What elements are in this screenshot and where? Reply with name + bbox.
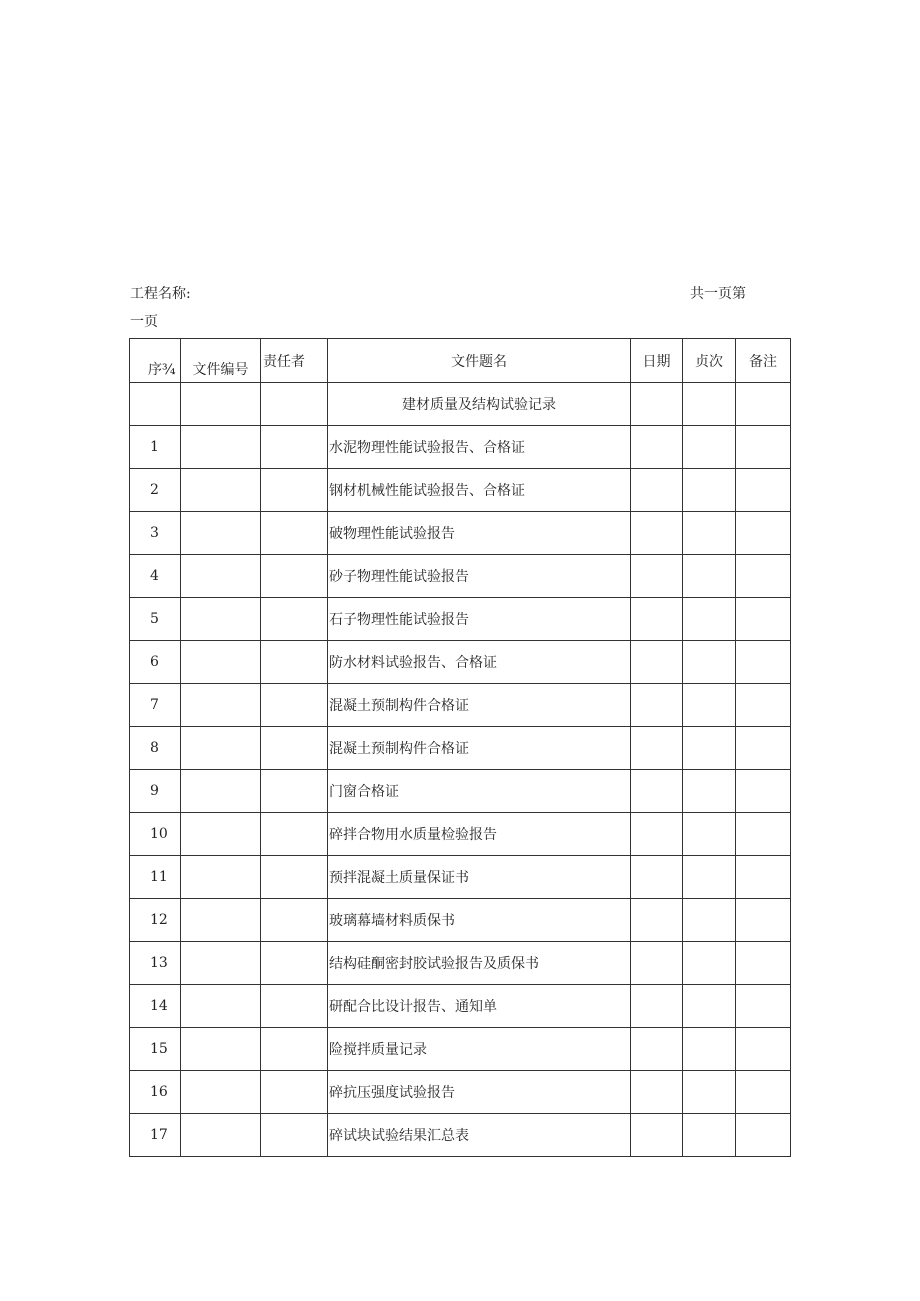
row-remarks [736, 856, 791, 899]
row-remarks [736, 512, 791, 555]
row-remarks [736, 727, 791, 770]
row-person [261, 813, 328, 856]
row-remarks [736, 985, 791, 1028]
column-header-date: 日期 [631, 339, 683, 383]
row-person [261, 942, 328, 985]
row-seq: 15 [130, 1028, 181, 1071]
table-row [130, 598, 791, 641]
row-person [261, 426, 328, 469]
row-person [261, 684, 328, 727]
table-row [130, 1071, 791, 1114]
table-row [130, 512, 791, 555]
row-date [631, 641, 683, 684]
row-code [181, 1114, 261, 1157]
row-remarks [736, 1071, 791, 1114]
row-person [261, 469, 328, 512]
page-count-label: 共一页第 [690, 286, 746, 302]
section-row [130, 383, 791, 426]
row-seq: 8 [130, 727, 181, 770]
table-row [130, 942, 791, 985]
row-title: 破物理性能试验报告 [328, 512, 631, 555]
row-title: 防水材料试验报告、合格证 [328, 641, 631, 684]
row-pages [683, 813, 736, 856]
table-row [130, 684, 791, 727]
row-person [261, 899, 328, 942]
table-row [130, 770, 791, 813]
table-cell [683, 383, 736, 426]
row-date [631, 598, 683, 641]
row-remarks [736, 1114, 791, 1157]
row-date [631, 770, 683, 813]
row-remarks [736, 684, 791, 727]
row-code [181, 813, 261, 856]
row-seq: 1 [130, 426, 181, 469]
row-code [181, 469, 261, 512]
row-pages [683, 512, 736, 555]
row-seq: 11 [130, 856, 181, 899]
row-date [631, 813, 683, 856]
row-title: 砂子物理性能试验报告 [328, 555, 631, 598]
row-title: 结构硅酮密封胶试验报告及质保书 [328, 942, 631, 985]
row-date [631, 727, 683, 770]
table-row [130, 985, 791, 1028]
row-title: 预拌混凝土质量保证书 [328, 856, 631, 899]
row-title: 石子物理性能试验报告 [328, 598, 631, 641]
row-person [261, 512, 328, 555]
section-title: 建材质量及结构试验记录 [328, 383, 631, 426]
row-code [181, 856, 261, 899]
row-title: 碎拌合物用水质量检验报告 [328, 813, 631, 856]
row-person [261, 1114, 328, 1157]
row-remarks [736, 641, 791, 684]
row-date [631, 1114, 683, 1157]
row-pages [683, 770, 736, 813]
row-seq: 13 [130, 942, 181, 985]
row-pages [683, 641, 736, 684]
table-row [130, 856, 791, 899]
row-pages [683, 469, 736, 512]
row-code [181, 985, 261, 1028]
table-cell [181, 383, 261, 426]
row-seq: 6 [130, 641, 181, 684]
row-pages [683, 598, 736, 641]
row-seq: 2 [130, 469, 181, 512]
row-remarks [736, 469, 791, 512]
row-code [181, 942, 261, 985]
column-header-seq: 序¾ [130, 339, 181, 383]
row-person [261, 856, 328, 899]
row-title: 水泥物理性能试验报告、合格证 [328, 426, 631, 469]
row-code [181, 770, 261, 813]
row-pages [683, 942, 736, 985]
row-date [631, 899, 683, 942]
row-pages [683, 684, 736, 727]
table-row [130, 899, 791, 942]
row-date [631, 985, 683, 1028]
row-person [261, 770, 328, 813]
table-cell [261, 383, 328, 426]
row-person [261, 985, 328, 1028]
row-seq: 9 [130, 770, 181, 813]
row-pages [683, 426, 736, 469]
row-pages [683, 1028, 736, 1071]
row-date [631, 942, 683, 985]
row-title: 门窗合格证 [328, 770, 631, 813]
table-row [130, 555, 791, 598]
row-title: 研配合比设计报告、通知单 [328, 985, 631, 1028]
page-index-label: 一页 [130, 314, 158, 330]
project-name-label: 工程名称: [130, 286, 191, 302]
row-seq: 4 [130, 555, 181, 598]
row-seq: 5 [130, 598, 181, 641]
row-code [181, 555, 261, 598]
row-code [181, 727, 261, 770]
row-code [181, 684, 261, 727]
row-remarks [736, 1028, 791, 1071]
row-seq: 3 [130, 512, 181, 555]
row-pages [683, 1114, 736, 1157]
row-remarks [736, 813, 791, 856]
table-row [130, 469, 791, 512]
row-seq: 10 [130, 813, 181, 856]
row-date [631, 555, 683, 598]
row-remarks [736, 942, 791, 985]
row-date [631, 469, 683, 512]
row-code [181, 598, 261, 641]
row-date [631, 426, 683, 469]
table-row [130, 1114, 791, 1157]
table-cell [130, 383, 181, 426]
column-header-pages: 贞次 [683, 339, 736, 383]
row-date [631, 1028, 683, 1071]
row-pages [683, 1071, 736, 1114]
row-person [261, 727, 328, 770]
row-title: 碎抗压强度试验报告 [328, 1071, 631, 1114]
row-pages [683, 555, 736, 598]
row-remarks [736, 426, 791, 469]
table-row [130, 641, 791, 684]
row-date [631, 512, 683, 555]
row-person [261, 598, 328, 641]
row-code [181, 1071, 261, 1114]
document-catalog-table [129, 338, 791, 1157]
row-date [631, 1071, 683, 1114]
row-date [631, 684, 683, 727]
row-code [181, 641, 261, 684]
row-pages [683, 727, 736, 770]
row-remarks [736, 598, 791, 641]
row-code [181, 899, 261, 942]
row-remarks [736, 770, 791, 813]
table-row [130, 727, 791, 770]
row-title: 钢材机械性能试验报告、合格证 [328, 469, 631, 512]
column-header-remarks: 备注 [736, 339, 791, 383]
row-person [261, 1028, 328, 1071]
row-pages [683, 856, 736, 899]
row-code [181, 426, 261, 469]
table-row [130, 813, 791, 856]
row-seq: 17 [130, 1114, 181, 1157]
row-title: 混凝土预制构件合格证 [328, 727, 631, 770]
row-person [261, 641, 328, 684]
row-person [261, 1071, 328, 1114]
table-cell [631, 383, 683, 426]
table-cell [736, 383, 791, 426]
row-seq: 12 [130, 899, 181, 942]
column-header-title: 文件题名 [328, 339, 631, 383]
row-pages [683, 899, 736, 942]
row-pages [683, 985, 736, 1028]
row-code [181, 512, 261, 555]
table-row [130, 1028, 791, 1071]
row-seq: 14 [130, 985, 181, 1028]
column-header-person: 责任者 [261, 339, 328, 383]
row-code [181, 1028, 261, 1071]
row-person [261, 555, 328, 598]
row-title: 玻璃幕墙材料质保书 [328, 899, 631, 942]
column-header-code: 文件编号 [181, 339, 261, 383]
table-row [130, 426, 791, 469]
row-title: 碎试块试验结果汇总表 [328, 1114, 631, 1157]
row-seq: 16 [130, 1071, 181, 1114]
row-seq: 7 [130, 684, 181, 727]
row-remarks [736, 899, 791, 942]
row-remarks [736, 555, 791, 598]
row-date [631, 856, 683, 899]
row-title: 险搅拌质量记录 [328, 1028, 631, 1071]
table-header-row [130, 339, 791, 383]
row-title: 混凝土预制构件合格证 [328, 684, 631, 727]
